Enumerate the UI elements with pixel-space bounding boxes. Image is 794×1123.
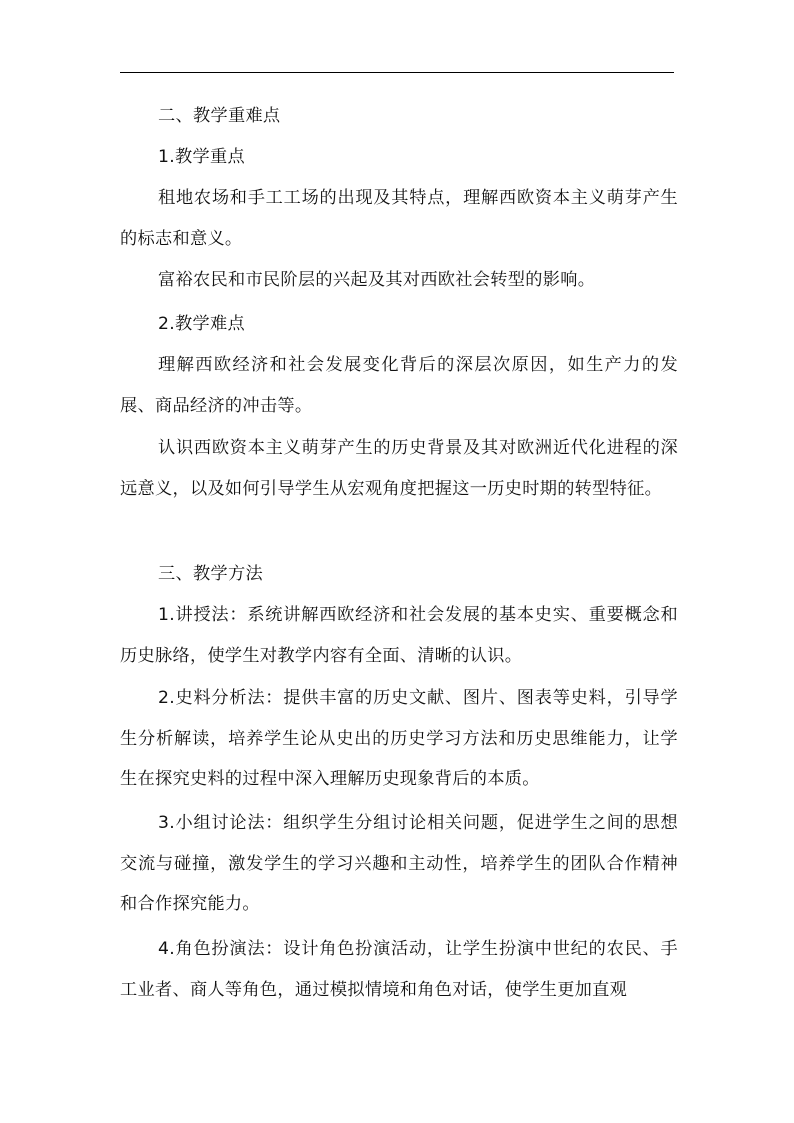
paragraph-key-points-2: 富裕农民和市民阶层的兴起及其对西欧社会转型的影响。: [158, 270, 596, 290]
section-heading-methods: 三、教学方法: [158, 564, 263, 584]
paragraph-method-group-discussion: 3.小组讨论法：组织学生分组讨论相关问题，促进学生之间的思想交流与碰撞，激发学生的学习兴趣和主动性，培养学生的团队合作精神和合作探究能力。: [120, 813, 678, 914]
subheading-difficult-points: 2.教学难点: [158, 314, 245, 334]
header-rule: [120, 72, 674, 73]
paragraph-method-lecture: 1.讲授法：系统讲解西欧经济和社会发展的基本史实、重要概念和历史脉络，使学生对教学内容有全面、清晰的认识。: [120, 605, 678, 666]
paragraph-method-source-analysis: 2.史料分析法：提供丰富的历史文献、图片、图表等史料，引导学生分析解读，培养学生论从史出的历史学习方法和历史思维能力，让学生在探究史料的过程中深入理解历史现象背后的本质。: [120, 688, 678, 789]
subheading-key-points: 1.教学重点: [158, 147, 245, 167]
section-heading-difficulties: 二、教学重难点: [158, 106, 281, 126]
paragraph-method-role-play: 4.角色扮演法：设计角色扮演活动，让学生扮演中世纪的农民、手工业者、商人等角色，通过模拟情境和角色对话，使学生更加直观: [120, 939, 678, 1000]
paragraph-key-points-1: 租地农场和手工工场的出现及其特点，理解西欧资本主义萌芽产生的标志和意义。: [120, 188, 678, 249]
paragraph-difficult-points-2: 认识西欧资本主义萌芽产生的历史背景及其对欧洲近代化进程的深远意义，以及如何引导学生从宏观角度把握这一历史时期的转型特征。: [120, 438, 678, 499]
paragraph-difficult-points-1: 理解西欧经济和社会发展变化背后的深层次原因，如生产力的发展、商品经济的冲击等。: [120, 355, 678, 416]
